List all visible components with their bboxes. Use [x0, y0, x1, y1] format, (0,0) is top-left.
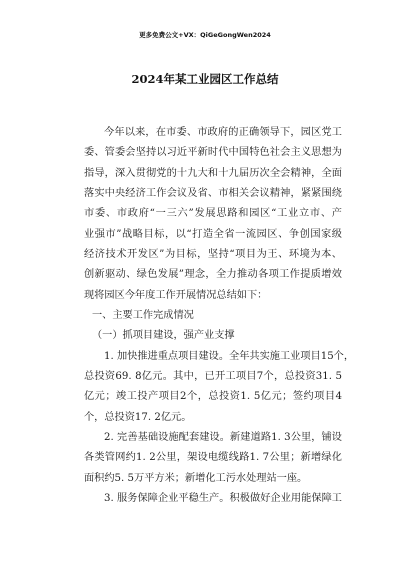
document-title: 2024年某工业园区工作总结 — [131, 72, 279, 86]
text-line: 1. 加快推进重点项目建设。全年共实施工业项目15个， — [104, 350, 355, 362]
text-line: 经济技术开发区”为目标，坚持“项目为王、环境为本、 — [84, 249, 342, 261]
text-line: 落实中央经济工作会议及省、市相关会议精神，紧紧围绕 — [84, 188, 342, 200]
text-line: 市委、市政府“一三六”发展思路和园区“工业立市、产 — [84, 208, 342, 220]
section-heading: 一、主要工作完成情况 — [92, 310, 194, 321]
text-line: 今年以来，在市委、市政府的正确领导下，园区党工 — [104, 127, 342, 138]
text-line: 现将园区今年度工作开展情况总结如下： — [84, 289, 268, 301]
header-note: 更多免费公文+VX：QiGeGongWen2024 — [139, 31, 271, 39]
text-line: 创新驱动、绿色发展”理念，全力推动各项工作提质增效 — [84, 269, 342, 281]
intro-paragraph — [84, 123, 342, 306]
text-line: 面积约5. 5万平方米；新增化工污水处理站一座。 — [84, 472, 308, 484]
text-line: 委、管委会坚持以习近平新时代中国特色社会主义思想为 — [84, 147, 342, 159]
section-one — [84, 306, 355, 509]
text-line: 亿元；竣工投产项目2个，总投资1. 5亿元；签约项目4 — [84, 391, 342, 403]
text-line: 3. 服务保障企业平稳生产。积极做好企业用能保障工 — [104, 493, 342, 505]
text-line: 指导，深入贯彻党的十九大和十九届历次全会精神，全面 — [84, 167, 342, 179]
text-line: 各类管网约1. 2公里，架设电缆线路1. 7公里；新增绿化 — [84, 452, 342, 464]
text-line: 业强市”战略目标，以“打造全省一流园区、争创国家级 — [84, 228, 342, 240]
text-line: 总投资69. 8亿元。其中，已开工项目7个，总投资31. 5 — [84, 371, 342, 383]
subsection-heading: （一）抓项目建设，强产业支撑 — [92, 330, 235, 342]
text-line: 个，总投资17. 2亿元。 — [84, 411, 192, 423]
text-line: 2. 完善基础设施配套建设。新建道路1. 3公里，铺设 — [104, 432, 342, 444]
